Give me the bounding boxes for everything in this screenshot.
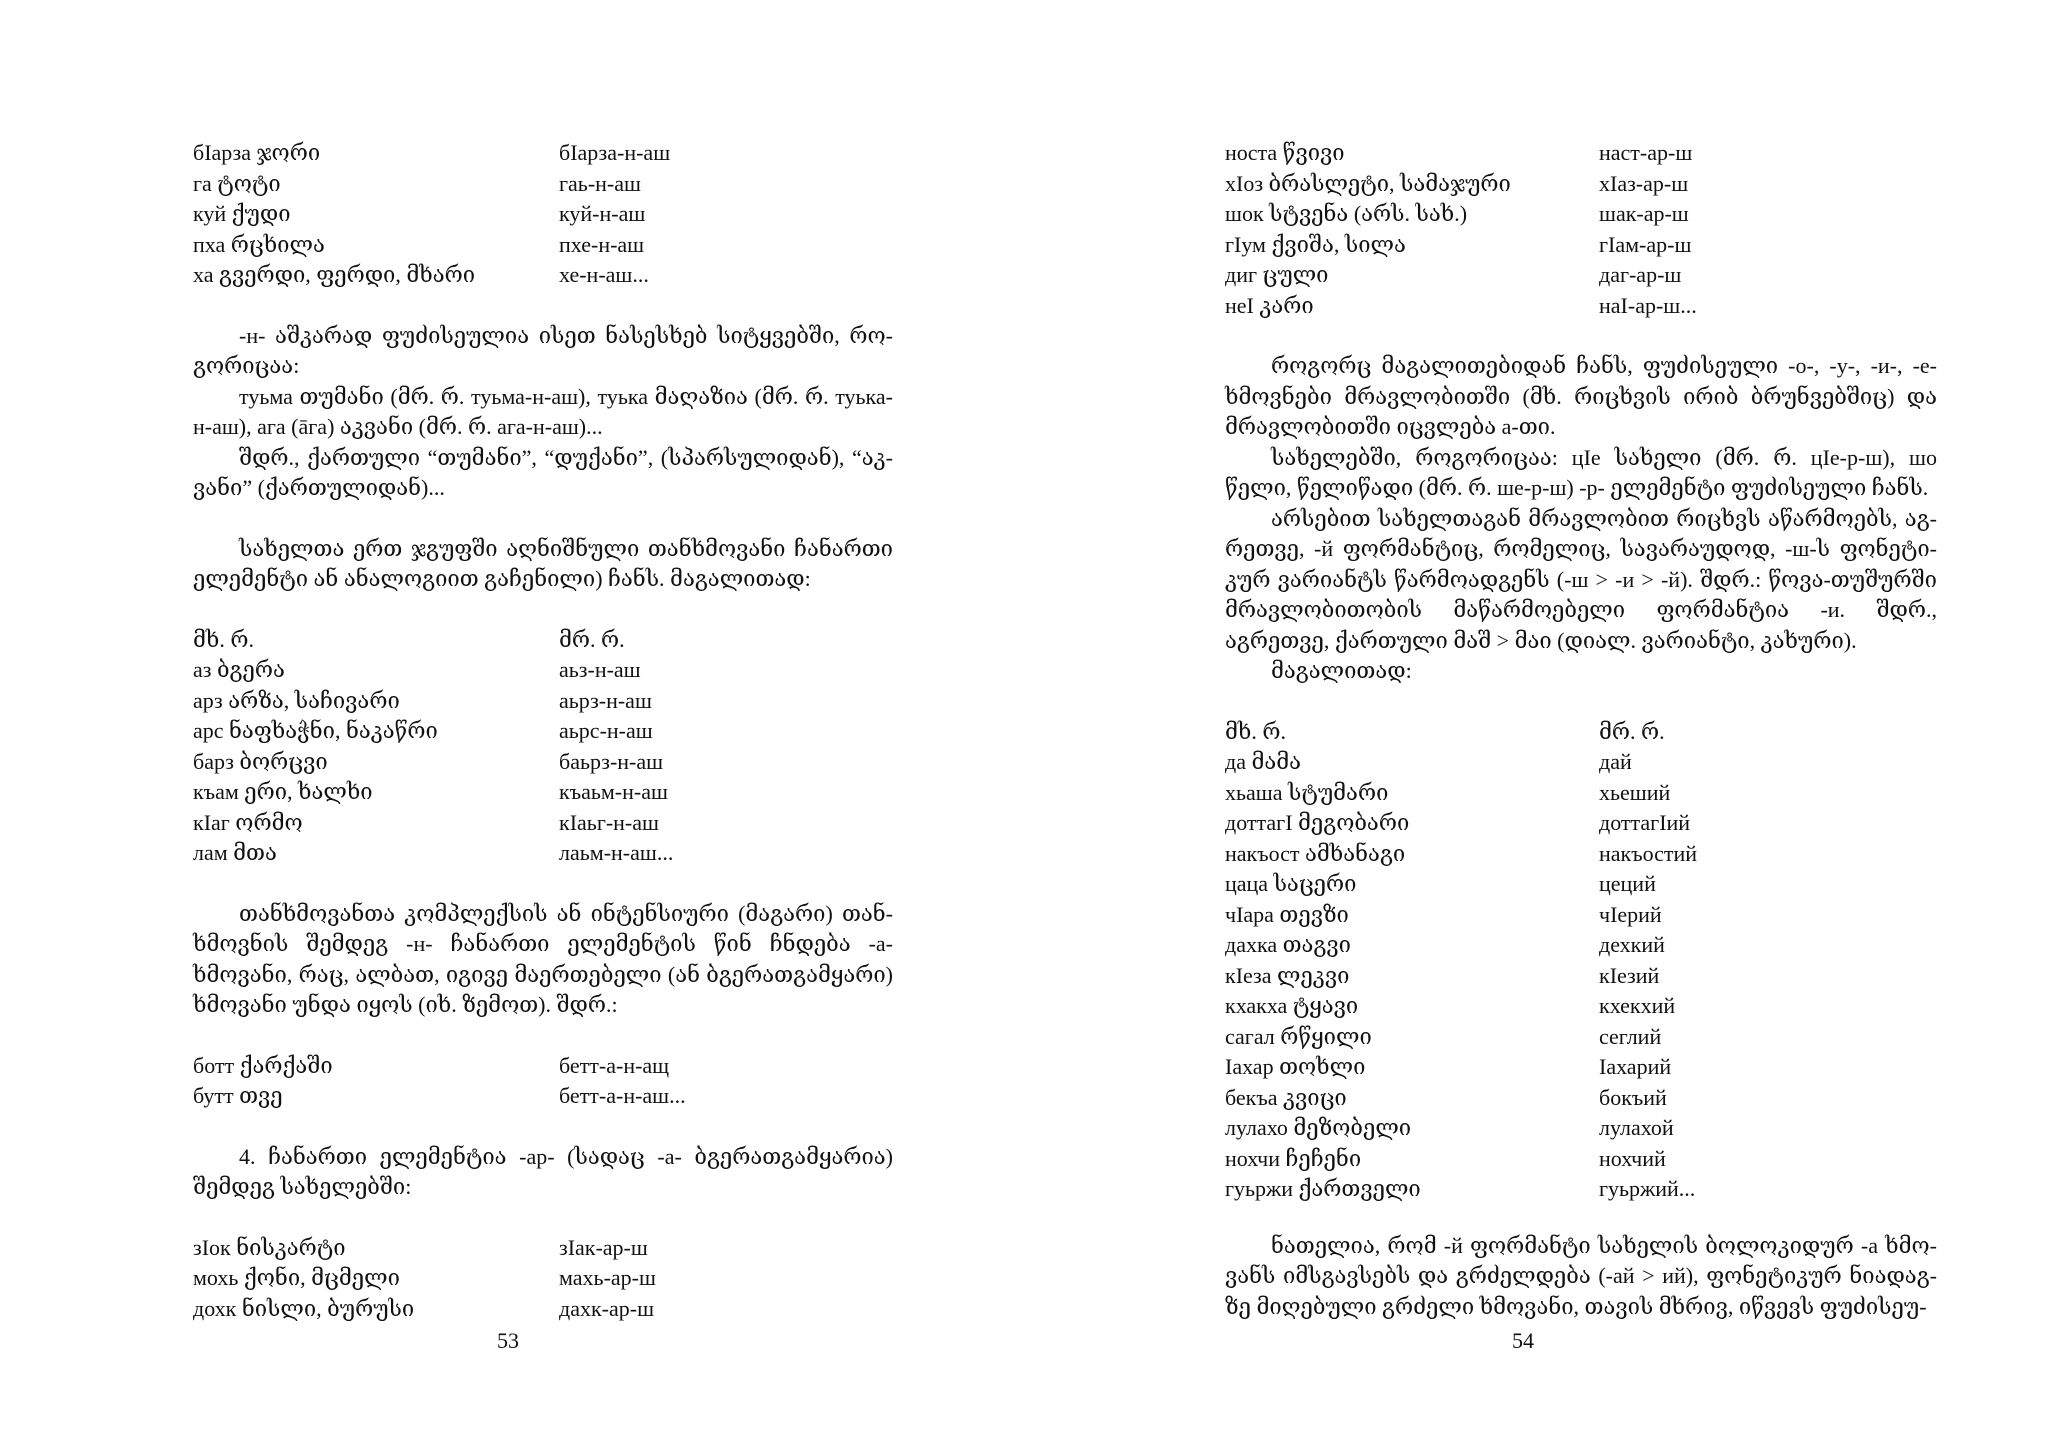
right-page-content xyxy=(1225,138,1937,1322)
plural-form: лаьм-н-аш... xyxy=(559,840,674,865)
word-list xyxy=(193,1051,893,1112)
text-line: ვანი” (ქართულიდან)... xyxy=(193,475,445,500)
singular-form: бIарза ჯორი xyxy=(193,140,321,165)
list-item xyxy=(193,1263,893,1294)
plural-form: хьеший xyxy=(1599,779,1671,805)
text-line: ქართული მაშ > მაი (დიალ. ვარიანტი, კახური). xyxy=(1334,627,1857,653)
text-line: ვანს იმსგავსებს და გრძელდება (-ай > ий), ფონეტიკურ ნიადაგ- xyxy=(1225,1263,1937,1288)
plural-form: шак-ар-ш xyxy=(1599,201,1689,226)
plural-header: მრ. რ. xyxy=(1599,718,1665,744)
list-item xyxy=(193,138,893,169)
singular-form: гуьржи ქართველი xyxy=(1225,1176,1421,1201)
paragraph xyxy=(193,321,893,382)
singular-form: арс ნაფხაჭნი, ნაკაწრი xyxy=(193,718,438,743)
singular-form: кIаг ორმო xyxy=(193,809,303,835)
list-item xyxy=(193,777,893,808)
list-item xyxy=(1225,961,1937,992)
list-item xyxy=(1225,169,1937,200)
list-item xyxy=(1225,930,1937,961)
paragraph xyxy=(1225,1231,1937,1323)
text-line: შემდეგ სახელებში: xyxy=(193,1174,412,1199)
singular-form: чIара თევზი xyxy=(1225,901,1349,927)
text-line: туьма თუმანი (მრ. რ. туьма-н-аш), туька მაღაზია (მრ. რ. xyxy=(239,383,829,409)
text-line: ხმოვნის შემდეგ -н- ჩანართი ელემენტის წინ ჩნდება -а- ხმოვანი, xyxy=(193,931,893,987)
plural-form: къаьм-н-аш xyxy=(559,779,668,804)
plural-form: дехкий xyxy=(1599,932,1665,957)
word-list xyxy=(193,1233,893,1325)
plural-form: гуьржий... xyxy=(1599,1176,1696,1201)
list-item xyxy=(1225,991,1937,1022)
singular-form: хьаша სტუმარი xyxy=(1225,779,1389,805)
singular-form: доттагI მეგობარი xyxy=(1225,810,1410,835)
text-line: შდრ., ქართული “თუმანი”, “დუქანი”, (სპარსულიდან), “აკ- xyxy=(239,444,893,470)
singular-form: неI კარი xyxy=(1225,292,1314,318)
plural-form: баьрз-н-аш xyxy=(559,748,664,774)
plural-form: гIам-ар-ш xyxy=(1599,231,1692,257)
singular-form: аз ბგერა xyxy=(193,657,285,682)
list-header xyxy=(193,625,893,656)
list-item xyxy=(193,1294,893,1325)
singular-form: сагал რწყილი xyxy=(1225,1023,1372,1049)
singular-form: зIок ნისკარტი xyxy=(193,1234,346,1260)
singular-form: цаца საცერი xyxy=(1225,871,1357,896)
plural-form: куй-н-аш xyxy=(559,201,646,226)
plural-form: аьз-н-аш xyxy=(559,657,641,682)
plural-form: цеций xyxy=(1599,871,1656,896)
singular-form: куй ქუდი xyxy=(193,201,291,226)
text-line: უნდა იყოს (იხ. ზემოთ). შდრ.: xyxy=(292,992,618,1017)
text-line: მრავლობითობის მაწარმოებელი ფორმანტია -и. შდრ., აგრეთვე, xyxy=(1225,597,1937,653)
list-item xyxy=(193,838,893,869)
plural-form: даг-ар-ш xyxy=(1599,262,1682,287)
list-item xyxy=(1225,199,1937,230)
list-item xyxy=(1225,138,1937,169)
singular-form: диг ცული xyxy=(1225,262,1329,287)
list-item xyxy=(193,169,893,200)
plural-form: чIерий xyxy=(1599,901,1662,927)
plural-header: მრ. რ. xyxy=(559,626,625,652)
singular-form: гIум ქვიშა, სილა xyxy=(1225,231,1406,257)
singular-form: къам ერი, ხალხი xyxy=(193,779,373,804)
list-header xyxy=(1225,717,1937,748)
text-line: მრავლობითში იცვლება а-თი. xyxy=(1225,414,1556,439)
plural-form: аьрс-н-аш xyxy=(559,718,653,743)
singular-form: лулахо მეზობელი xyxy=(1225,1115,1412,1140)
plural-form: бетт-а-н-аш... xyxy=(559,1083,686,1108)
text-line: რაც, ალბათ, იგივე მაერთებელი (ან ბგერათგამყარი) ხმოვანი xyxy=(193,961,893,1017)
singular-form: дохк ნისლი, ბურუსი xyxy=(193,1295,415,1321)
list-item xyxy=(193,716,893,747)
plural-form: нохчий xyxy=(1599,1145,1666,1171)
paragraph xyxy=(1225,443,1937,504)
plural-form: наI-ар-ш... xyxy=(1599,292,1697,318)
text-line: სახელებში, როგორიცაა: цIе სახელი (მრ. რ. цIе-р-ш), шо xyxy=(1271,444,1937,470)
list-item xyxy=(193,686,893,717)
list-item xyxy=(1225,808,1937,839)
text-line: წელი, წელიწადი (მრ. რ. ше-р-ш) -р- ელემენტი ფუძისეული ჩანს. xyxy=(1225,475,1929,500)
list-item xyxy=(193,747,893,778)
singular-form: ха გვერდი, ფერდი, მხარი xyxy=(193,262,476,287)
word-list xyxy=(193,625,893,869)
text-line: 4. ჩანართი ელემენტია -ар- (სადაც -а- ბგერათგამყარია) xyxy=(239,1143,893,1169)
singular-form: бекъа კვიცი xyxy=(1225,1084,1347,1110)
plural-form: дай xyxy=(1599,749,1632,774)
text-line: გორიცაა: xyxy=(193,353,300,378)
singular-form: ноcта წვივი xyxy=(1225,140,1345,165)
text-line: არსებით სახელთაგან მრავლობით რიცხვს აწარმოებს, აგ- xyxy=(1271,505,1937,531)
list-item xyxy=(1225,230,1937,261)
plural-form: наст-ар-ш xyxy=(1599,140,1693,165)
singular-header: მხ. რ. xyxy=(193,626,254,652)
list-item xyxy=(193,1081,893,1112)
plural-form: бокъий xyxy=(1599,1084,1667,1110)
singular-form: ботт ქარქაში xyxy=(193,1052,333,1078)
text-line: როგორც მაგალითებიდან ჩანს, ფუძისეული -о-, -у-, -и-, -е- xyxy=(1271,353,1937,378)
list-item xyxy=(1225,869,1937,900)
text-line: ნათელია, რომ -й ფორმანტი სახელის ბოლოკიდურ -а ხმო- xyxy=(1271,1232,1937,1258)
plural-form: хе-н-аш... xyxy=(559,262,649,287)
singular-form: дахка თაგვი xyxy=(1225,932,1351,957)
plural-form: бIарза-н-аш xyxy=(559,140,671,165)
list-item xyxy=(1225,1144,1937,1175)
list-item xyxy=(193,230,893,261)
singular-form: да მამა xyxy=(1225,749,1302,774)
plural-form: пхе-н-аш xyxy=(559,231,645,257)
singular-form: нохчи ჩეჩენი xyxy=(1225,1145,1362,1171)
list-item xyxy=(193,1233,893,1264)
singular-form: Iахар თოხლი xyxy=(1225,1054,1366,1079)
text-line: სახელთა ერთ ჯგუფში აღნიშნული თანხმოვანი ჩანართი xyxy=(239,535,893,561)
paragraph xyxy=(193,899,893,1021)
list-item xyxy=(1225,1113,1937,1144)
plural-form: доттагIий xyxy=(1599,810,1691,835)
text-line: კურ ვარიანტს წარმოადგენს (-ш > -и > -й). შდრ.: წოვა-თუშურში xyxy=(1225,566,1937,592)
plural-form: кIезий xyxy=(1599,962,1660,988)
plural-form: сеглий xyxy=(1599,1023,1662,1049)
list-item xyxy=(1225,260,1937,291)
word-list xyxy=(1225,138,1937,321)
plural-form: Iахарий xyxy=(1599,1054,1672,1079)
list-item xyxy=(1225,778,1937,809)
page-number: 54 xyxy=(1512,1328,1534,1353)
list-item xyxy=(1225,900,1937,931)
singular-form: кIеза ლეკვი xyxy=(1225,962,1350,988)
list-item xyxy=(1225,1174,1937,1205)
list-item xyxy=(193,199,893,230)
paragraph xyxy=(1225,351,1937,443)
singular-form: хIоз ბრასლეტი, სამაჯური xyxy=(1225,170,1511,196)
plural-form: кIаьг-н-аш xyxy=(559,809,659,835)
text-line: ხმოვნები მრავლობითში (მხ. რიცხვის ირიბ ბრუნვებშიც) და xyxy=(1225,383,1937,409)
plural-form: хIаз-ар-ш xyxy=(1599,170,1689,196)
paragraph xyxy=(193,1142,893,1203)
list-item xyxy=(193,260,893,291)
paragraph xyxy=(193,443,893,504)
list-item xyxy=(1225,1083,1937,1114)
plural-form: гаь-н-аш xyxy=(559,170,641,196)
plural-form: дахк-ар-ш xyxy=(559,1295,655,1321)
paragraph xyxy=(193,382,893,443)
list-item xyxy=(1225,1052,1937,1083)
singular-form: пха რცხილა xyxy=(193,231,325,257)
text-line: რეთვე, -й ფორმანტიც, რომელიც, სავარაუდოდ, -ш-ს ფონეტი- xyxy=(1225,536,1937,561)
plural-form: аьрз-н-аш xyxy=(559,687,652,713)
text-line: ზე მიღებული გრძელი ხმოვანი, თავის მხრივ, იწვევს ფუძისეუ- xyxy=(1225,1293,1927,1319)
singular-form: мохь ქონი, მცმელი xyxy=(193,1265,400,1290)
plural-form: зIак-ар-ш xyxy=(559,1234,648,1260)
paragraph xyxy=(1225,656,1937,687)
plural-form: бетт-а-н-ащ xyxy=(559,1052,670,1078)
paragraph xyxy=(193,534,893,595)
text-line: ელემენტი ან ანალოგიით გაჩენილი) ჩანს. მაგალითად: xyxy=(193,566,811,591)
list-item xyxy=(193,808,893,839)
page-number: 53 xyxy=(497,1328,519,1353)
list-item xyxy=(193,1051,893,1082)
paragraph xyxy=(1225,504,1937,657)
list-item xyxy=(1225,747,1937,778)
plural-form: накъостий xyxy=(1599,840,1698,866)
list-item xyxy=(193,655,893,686)
singular-header: მხ. რ. xyxy=(1225,718,1286,744)
singular-form: бутт თვე xyxy=(193,1083,283,1108)
list-item xyxy=(1225,839,1937,870)
list-item xyxy=(1225,291,1937,322)
text-line: თანხმოვანთა კომპლექსის ან ინტენსიური (მაგარი) თან- xyxy=(239,900,893,926)
singular-form: арз არზა, საჩივარი xyxy=(193,687,400,713)
text-line: -н- აშკარად ფუძისეულია ისეთ ნასესხებ სიტყვებში, რო- xyxy=(239,322,893,348)
plural-form: кхекхий xyxy=(1599,993,1676,1018)
singular-form: барз ბორცვი xyxy=(193,748,328,774)
singular-form: лам მთა xyxy=(193,840,277,865)
text-line: туька-н-аш), ага (āга) აკვანი (მრ. რ. ага-н-аш)... xyxy=(193,383,894,439)
singular-form: кхакха ტყავი xyxy=(1225,993,1359,1018)
singular-form: шок სტვენა (არს. სახ.) xyxy=(1225,201,1468,226)
plural-form: махь-ар-ш xyxy=(559,1265,656,1290)
singular-form: га ტოტი xyxy=(193,170,281,196)
list-item xyxy=(1225,1022,1937,1053)
plural-form: лулахой xyxy=(1599,1115,1674,1140)
text-line: მაგალითად: xyxy=(1271,658,1412,683)
left-page-content xyxy=(193,138,893,1324)
right-page xyxy=(1024,0,2048,1447)
word-list xyxy=(1225,717,1937,1205)
singular-form: накъост ამხანაგი xyxy=(1225,840,1406,866)
word-list xyxy=(193,138,893,291)
